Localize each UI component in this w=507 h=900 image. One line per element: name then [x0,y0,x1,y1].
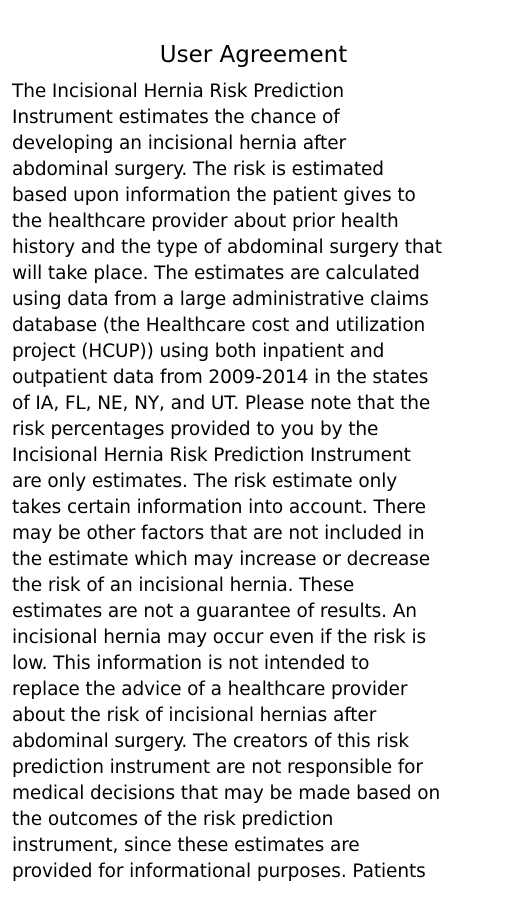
agreement-line: low. This information is not intended to [12,653,370,674]
agreement-line: database (the Healthcare cost and utilization [12,315,426,336]
agreement-line: medical decisions that may be made based on [12,783,441,804]
agreement-line: the outcomes of the risk prediction [12,809,334,830]
agreement-line: project (HCUP)) using both inpatient and [12,341,385,362]
agreement-line: incisional hernia may occur even if the risk is [12,627,427,648]
agreement-line: provided for informational purposes. Patients [12,861,426,882]
agreement-line: The Incisional Hernia Risk Prediction [12,81,345,102]
agreement-line: of IA, FL, NE, NY, and UT. Please note that the [12,393,431,414]
agreement-line: developing an incisional hernia after [12,133,346,154]
agreement-line: may be other factors that are not included in [12,523,425,544]
agreement-line: about the risk of incisional hernias after [12,705,377,726]
agreement-line: using data from a large administrative claims [12,289,429,310]
agreement-line: prediction instrument are not responsible for [12,757,423,778]
agreement-text[interactable] [12,79,497,885]
page-title: User Agreement [159,42,348,68]
agreement-line: Instrument estimates the chance of [12,107,340,128]
agreement-line: abdominal surgery. The creators of this risk [12,731,409,752]
agreement-line: estimates are not a guarantee of results. An [12,601,417,622]
agreement-line: history and the type of abdominal surgery that [12,237,442,258]
agreement-line: outpatient data from 2009-2014 in the states [12,367,429,388]
agreement-line: replace the advice of a healthcare provider [12,679,408,700]
agreement-line: Incisional Hernia Risk Prediction Instrument [12,445,411,466]
agreement-line: instrument, since these estimates are [12,835,360,856]
agreement-line: the healthcare provider about prior health [12,211,399,232]
agreement-line: abdominal surgery. The risk is estimated [12,159,384,180]
agreement-line: based upon information the patient gives to [12,185,416,206]
agreement-line: will take place. The estimates are calculated [12,263,420,284]
agreement-line: risk percentages provided to you by the [12,419,379,440]
agreement-line: are only estimates. The risk estimate only [12,471,398,492]
agreement-line: the risk of an incisional hernia. These [12,575,355,596]
agreement-line: the estimate which may increase or decrease [12,549,431,570]
agreement-line: takes certain information into account. There [12,497,426,518]
